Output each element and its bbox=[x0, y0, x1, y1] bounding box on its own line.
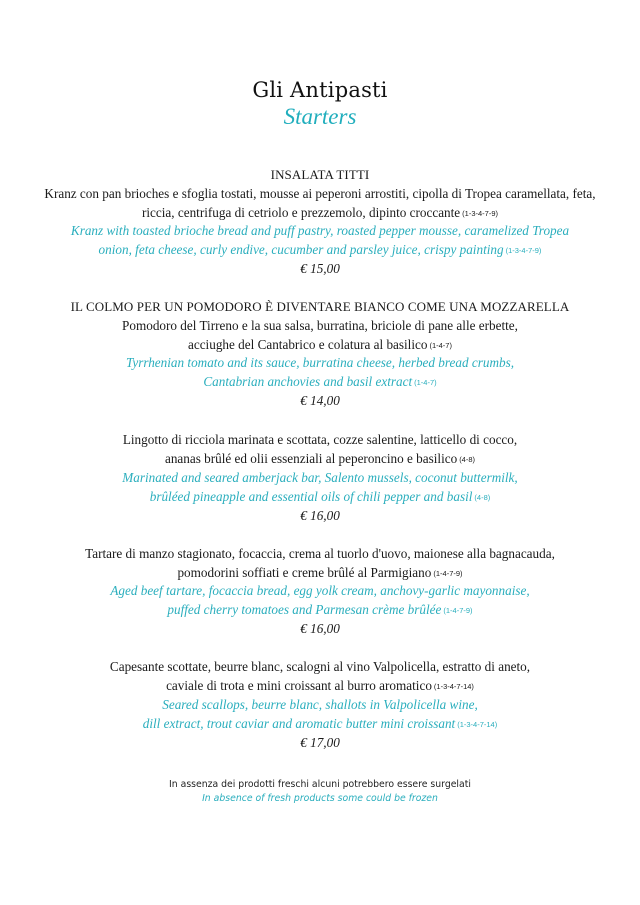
dish-description-it: Lingotto di ricciola marinata e scottata, cozze salentine, latticello di cocco, bbox=[122, 432, 518, 447]
dish-description-en: Seared scallops, beurre blanc, shallots in Valpolicella wine, bbox=[162, 697, 478, 712]
allergen-codes: (1-3-4-7-14) bbox=[457, 720, 498, 729]
dish-description-en: Marinated and seared amberjack bar, Salento mussels, coconut buttermilk, bbox=[122, 470, 518, 485]
dish-name: IL COLMO PER UN POMODORO È DIVENTARE BIANCO COME UNA MOZZARELLA bbox=[70, 299, 570, 314]
dish-description-en: Aged beef tartare, focaccia bread, egg yolk cream, anchovy-garlic mayonnaise, bbox=[110, 583, 530, 598]
dish-description-it: acciughe del Cantabrico e colatura al basilico (1-4-7) bbox=[188, 337, 452, 352]
allergen-codes: (1-3-4-7-9) bbox=[462, 209, 499, 218]
allergen-codes: (4-8) bbox=[474, 493, 491, 502]
dish-price: € 16,00 bbox=[300, 508, 340, 523]
dish-description-it: riccia, centrifuga di cetriolo e prezzemolo, dipinto croccante (1-3-4-7-9) bbox=[141, 205, 499, 220]
dish-description-en: onion, feta cheese, curly endive, cucumber and parsley juice, crispy painting (1-3-4-7-9) bbox=[98, 242, 542, 257]
dish-description-it: Capesante scottate, beurre blanc, scalogni al vino Valpolicella, estratto di aneto, bbox=[109, 659, 531, 674]
allergen-codes: (1-4-7-9) bbox=[433, 569, 463, 578]
allergen-codes: (1-3-4-7-9) bbox=[505, 246, 542, 255]
dish-description-it: Pomodoro del Tirreno e la sua salsa, burratina, briciole di pane alle erbette, bbox=[122, 318, 518, 333]
dish-description-en: Cantabrian anchovies and basil extract (1-4-7) bbox=[203, 374, 437, 389]
page-subtitle: Starters bbox=[283, 104, 357, 129]
allergen-codes: (4-8) bbox=[459, 455, 476, 464]
frozen-products-note-en: In absence of fresh products some could be frozen bbox=[202, 793, 438, 804]
dish-description-en: Kranz with toasted brioche bread and puff pastry, roasted pepper mousse, caramelized Tropea bbox=[70, 223, 570, 238]
dish-price: € 17,00 bbox=[300, 735, 340, 750]
allergen-codes: (1-4-7) bbox=[429, 341, 452, 350]
dish-description-it: Tartare di manzo stagionato, focaccia, crema al tuorlo d'uovo, maionese alla bagnacauda, bbox=[85, 546, 555, 561]
frozen-products-note: In assenza dei prodotti freschi alcuni potrebbero essere surgelati bbox=[169, 779, 471, 790]
dish-description-it: pomodorini soffiati e creme brûlé al Parmigiano (1-4-7-9) bbox=[177, 565, 463, 580]
dish-price: € 14,00 bbox=[300, 393, 340, 408]
allergen-codes: (1-4-7) bbox=[414, 378, 437, 387]
dish-description-en: brûléed pineapple and essential oils of chili pepper and basil (4-8) bbox=[149, 489, 491, 504]
dish-description-it: ananas brûlé ed olii essenziali al peperoncino e basilico (4-8) bbox=[164, 451, 476, 466]
allergen-codes: (1-3-4-7-14) bbox=[433, 682, 474, 691]
dish-name: INSALATA TITTI bbox=[270, 167, 370, 182]
allergen-codes: (1-4-7-9) bbox=[443, 606, 473, 615]
dish-description-en: puffed cherry tomatoes and Parmesan crème brûlée (1-4-7-9) bbox=[167, 602, 473, 617]
dish-description-it: caviale di trota e mini croissant al burro aromatico (1-3-4-7-14) bbox=[166, 678, 474, 693]
dish-price: € 16,00 bbox=[300, 621, 340, 636]
page-title: Gli Antipasti bbox=[252, 78, 388, 102]
dish-price: € 15,00 bbox=[300, 261, 340, 276]
dish-description-en: dill extract, trout caviar and aromatic butter mini croissant (1-3-4-7-14) bbox=[142, 716, 498, 731]
dish-description-en: Tyrrhenian tomato and its sauce, burratina cheese, herbed bread crumbs, bbox=[125, 355, 514, 370]
dish-description-it: Kranz con pan brioches e sfoglia tostati, mousse ai peperoni arrostiti, cipolla di Tropea caramellata, feta, bbox=[44, 186, 596, 201]
